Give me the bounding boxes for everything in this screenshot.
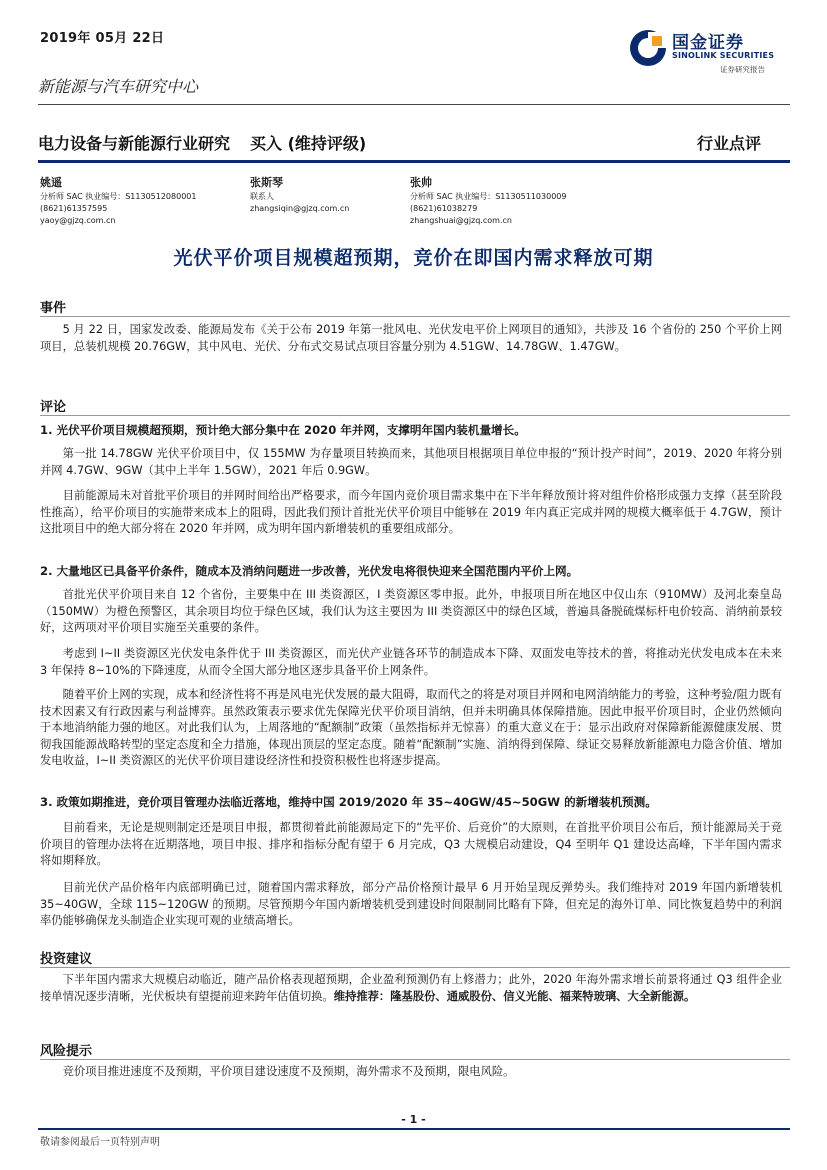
analyst-sac: 分析师 SAC 执业编号：S1130511030009: [410, 192, 567, 201]
analyst-1: [40, 176, 196, 227]
page-number: - 1 -: [401, 1113, 426, 1126]
header-divider: [38, 104, 790, 105]
section-heading-event: 事件: [40, 301, 67, 316]
analyst-name: 姚遥: [40, 176, 62, 189]
invest-recommendation: 维持推荐：隆基股份、通威股份、信义光能、福莱特玻璃、大全新能源。: [333, 989, 696, 1003]
comment-paragraph-3a: 目前看来，无论是规则制定还是项目申报，都贯彻着此前能源局定下的“先平价、后竞价”的大原则，在首批平价项目公布后，预计能源局关于竞价项目的管理办法将在近期落地，项目申报、排序和指标分配有望于 6 月完成，Q3 大规模启动建设，Q4 至明年 Q1 建设达高峰，下半年国内需求将如期释放。: [40, 821, 782, 868]
subheading-3: 3. 政策如期推进，竞价项目管理办法临近落地，维持中国 2019/2020 年 35~40GW/45~50GW 的新增装机预测。: [40, 795, 657, 809]
research-center: 新能源与汽车研究中心: [38, 77, 199, 96]
section-divider: [40, 415, 790, 416]
comment-paragraph-1a: 第一批 14.78GW 光伏平价项目中，仅 155MW 为存量项目转换而来，其他项目根据项目单位申报的“预计投产时间”，2019、2020 年将分别并网 4.7GW、9GW（其中上半年 1.5GW），2021 年后 0.9GW。: [40, 447, 782, 477]
section-heading-risk: 风险提示: [40, 1044, 93, 1059]
logo-mark-icon: [628, 28, 668, 68]
analyst-email: zhangsiqin@gjzq.com.cn: [250, 204, 350, 213]
analyst-phone: (8621)61357595: [40, 204, 108, 213]
invest-paragraph: [40, 972, 782, 1005]
footer-rule: [38, 1128, 790, 1130]
analyst-email: zhangshuai@gjzq.com.cn: [410, 216, 512, 225]
subheading-2: 2. 大量地区已具备平价条件，随成本及消纳问题进一步改善，光伏发电将很快迎来全国范围内平价上网。: [40, 564, 579, 578]
section-divider: [40, 316, 790, 317]
comment-paragraph-2c: 随着平价上网的实现，成本和经济性将不再是风电光伏发展的最大阻碍，取而代之的将是对项目并网和电网消纳能力的考验，这种考验/阻力既有技术因素又有行政因素与利益博弈。虽然政策表示要求优先保障光伏平价项目消纳，但并未明确具体保障措施。因此申报平价项目时，企业仍然倾向于本地消纳能力强的地区。对此我们认为，上周落地的“配额制”政策（虽然指标并无惊喜）的重大意义在于：显示出政府对保障新能源健康发展、贯彻我国能源战略转型的坚定态度和全力措施，体现出顶层的坚定态度。随着“配额制”实施、消纳得到保障、绿证交易释放新能源电力隐含价值、增加发电收益，I~II 类资源区的光伏平价项目建设经济性和投资积极性也将逐步提高。: [40, 688, 782, 768]
comment-paragraph-1b: 目前能源局未对首批平价项目的并网时间给出严格要求，而今年国内竞价项目需求集中在下半年释放预计将对组件价格形成强力支撑（甚至阶段性推高），给平价项目的实施带来成本上的阻碍，因此我们预计首批光伏平价项目中能够在 2019 年内真正完成并网的规模大概率低于 4.7GW，预计这批项目中的绝大部分将在 2020 年并网，成为明年国内新增装机的重要组成部分。: [40, 489, 782, 536]
risk-paragraph: 竞价项目推进速度不及预期，平价项目建设速度不及预期，海外需求不及预期，限电风险。: [62, 1065, 515, 1078]
analyst-3: [410, 176, 566, 227]
comment-paragraph-2b: 考虑到 I~II 类资源区光伏发电条件优于 III 类资源区，而光伏产业链各环节的制造成本下降、双面发电等技术的普，将推动光伏发电成本在未来 3 年保持 8~10%的下降速度，从而令全国大部分地区逐步具备平价上网条件。: [40, 647, 782, 677]
footer-disclaimer: 敬请参阅最后一页特别声明: [40, 1137, 160, 1148]
company-logo: [628, 26, 798, 76]
header-thick-rule: [38, 160, 790, 163]
comment-paragraph-3b: 目前光伏产品价格年内底部明确已过，随着国内需求释放，部分产品价格预计最早 6 月开始呈现反弹势头。我们维持对 2019 年国内新增装机 35~40GW，全球 115~120GW 的预期。尽管预期今年国内新增装机受到建设时间限制同比略有下降，但充足的海外订单、同比恢复趋势中的利润率仍能够确保龙头制造企业实现可观的业绩高增长。: [40, 881, 782, 928]
rating: 买入 (维持评级): [250, 134, 367, 153]
section-divider: [40, 967, 790, 968]
industry-line: [38, 131, 366, 154]
invest-text: 下半年国内需求大规模启动临近，随产品价格表现超预期，企业盈利预测仍有上修潜力；此外，2020 年海外需求增长前景将通过 Q3 组件企业接单情况逐步清晰，光伏板块有望提前迎来跨年估值切换。: [40, 973, 782, 1003]
event-paragraph: 5 月 22 日，国家发改委、能源局发布《关于公布 2019 年第一批风电、光伏发电平价上网项目的通知》，共涉及 16 个省份的 250 个平价上网项目，总装机规模 20.76GW，其中风电、光伏、分布式交易试点项目容量分别为 4.51GW、14.78GW、1.47GW。: [40, 323, 782, 353]
comment-paragraph-2a: 首批光伏平价项目来自 12 个省份，主要集中在 III 类资源区，I 类资源区零申报。此外，申报项目所在地区中仅山东（910MW）及河北秦皇岛（150MW）为橙色预警区，其余项目均位于绿色区域，我们认为这主要因为 III 类资源区中的绿色区域，普遍具备脱硫煤标杆电价较高、消纳前景较好，这两项对平价项目实施至关重要的条件。: [40, 588, 782, 635]
logo-subtitle: 证券研究报告: [720, 65, 765, 74]
analyst-email: yaoy@gjzq.com.cn: [40, 216, 116, 225]
logo-english-name: SINOLINK SECURITIES: [672, 51, 775, 60]
analyst-name: 张斯琴: [250, 176, 283, 189]
subheading-1: 1. 光伏平价项目规模超预期，预计绝大部分集中在 2020 年并网，支撑明年国内装机量增长。: [40, 423, 526, 437]
section-divider: [40, 1059, 790, 1060]
report-type: 行业点评: [697, 134, 762, 153]
analyst-2: [250, 176, 349, 215]
analyst-role: 联系人: [250, 192, 274, 201]
analyst-phone: (8621)61038279: [410, 204, 478, 213]
section-heading-invest: 投资建议: [40, 952, 93, 967]
section-heading-comment: 评论: [40, 400, 67, 415]
logo-name: 国金证券: [672, 33, 744, 53]
report-date: 2019年 05月 22日: [40, 31, 165, 46]
industry-name: 电力设备与新能源行业研究: [38, 134, 231, 153]
analyst-sac: 分析师 SAC 执业编号：S1130512080001: [40, 192, 197, 201]
report-title: 光伏平价项目规模超预期，竞价在即国内需求释放可期: [173, 247, 654, 269]
analyst-name: 张帅: [410, 176, 432, 189]
